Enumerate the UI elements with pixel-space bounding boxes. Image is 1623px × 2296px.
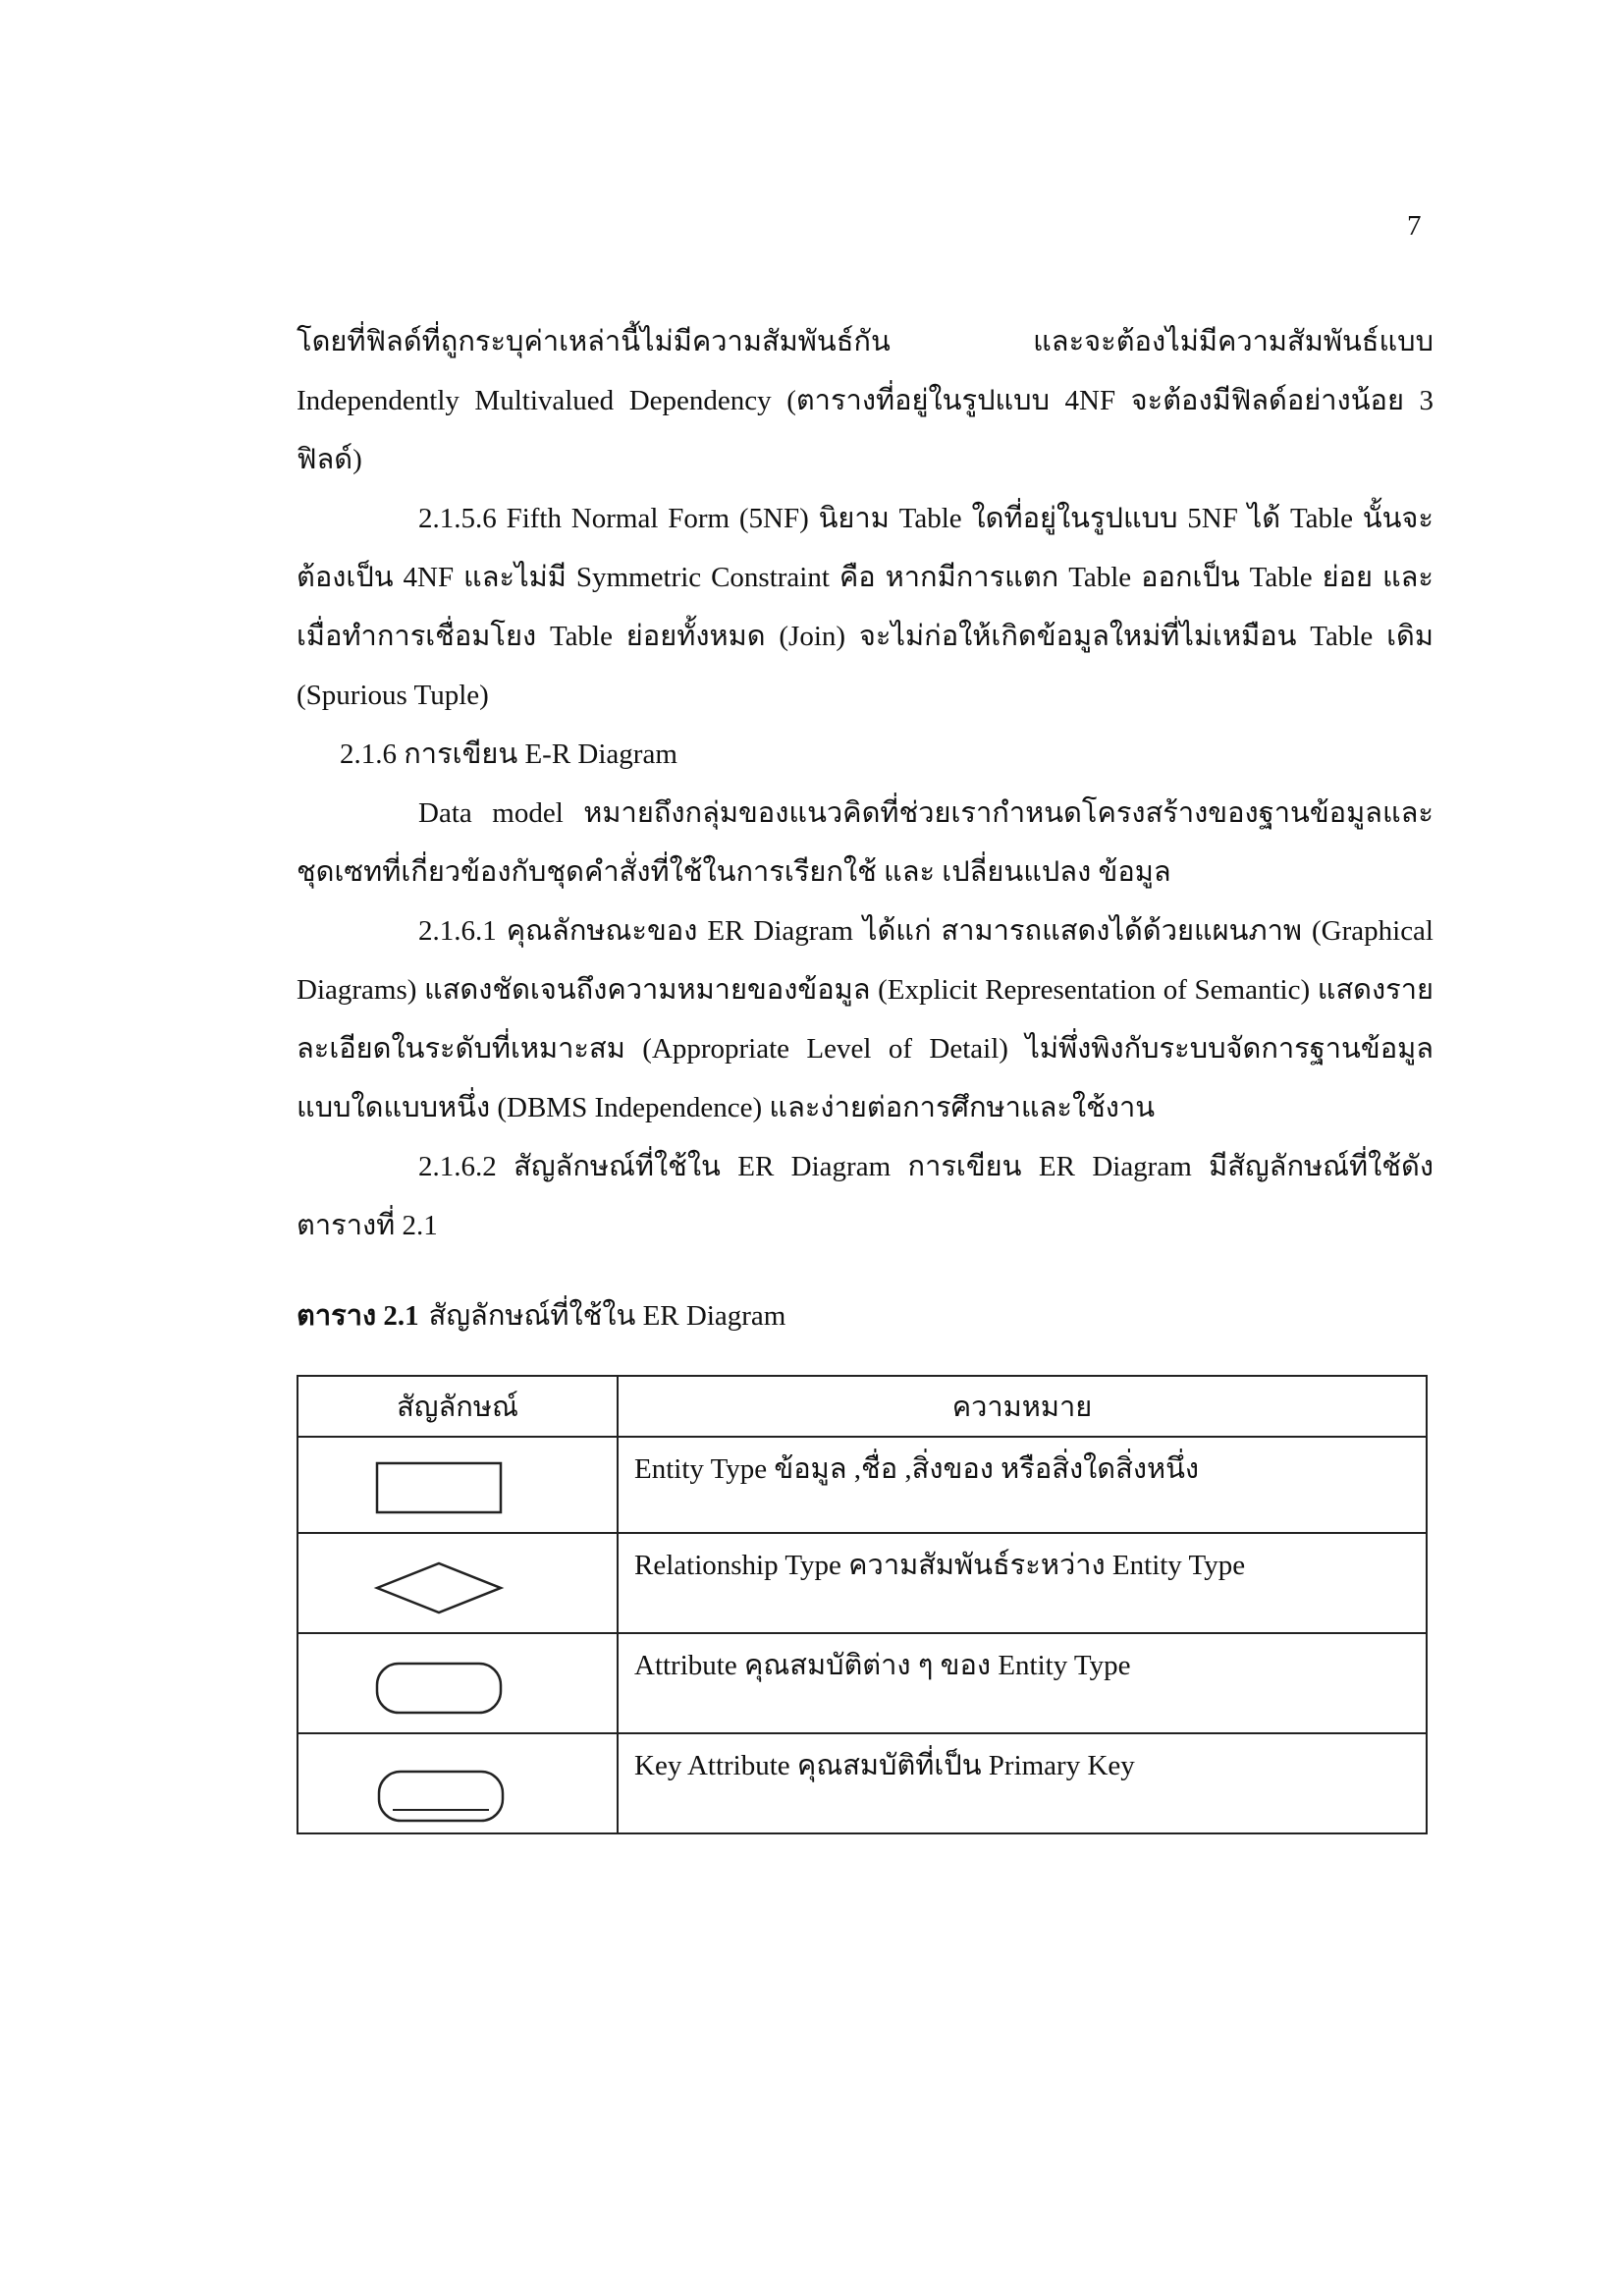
paragraph-er-characteristics: 2.1.6.1 คุณลักษณะของ ER Diagram ได้แก่ สามารถแสดงได้ด้วยแผนภาพ (Graphical Diagrams) แสดงชัดเจนถึงความหมายของข้อมูล (Explicit Representation of Semantic) แสดงรายละเอียดในระดับที่เหมาะสม (Appropriate Level of Detail) ไม่พึ่งพิงกับระบบจัดการฐานข้อมูลแบบใดแบบหนึ่ง (DBMS Independence) และง่ายต่อการศึกษาและใช้งาน [297,915,1434,1123]
symbol-cell [298,1633,618,1733]
body-text [297,312,1434,1255]
relationship-diamond-icon [298,1534,617,1632]
table-caption-text: สัญลักษณ์ที่ใช้ใน ER Diagram [428,1300,786,1332]
paragraph-data-model: Data model หมายถึงกลุ่มของแนวคิดที่ช่วยเรากำหนดโครงสร้างของฐานข้อมูลและ ชุดเซทที่เกี่ยวข้องกับชุดคำสั่งที่ใช้ในการเรียกใช้ และ เปลี่ยนแปลง ข้อมูล [297,797,1434,888]
section-heading-2-1-6: 2.1.6 การเขียน E-R Diagram [340,738,677,770]
er-symbol-table [297,1375,1428,1834]
paragraph-er-symbols: 2.1.6.2 สัญลักษณ์ที่ใช้ใน ER Diagram การเขียน ER Diagram มีสัญลักษณ์ที่ใช้ดังตารางที่ 2.1 [297,1151,1434,1241]
table-row [298,1533,1427,1633]
table-row [298,1633,1427,1733]
table-caption-label: ตาราง 2.1 [297,1300,419,1332]
meaning-cell: Entity Type ข้อมูล ,ชื่อ ,สิ่งของ หรือสิ่งใดสิ่งหนึ่ง [618,1437,1427,1533]
header-meaning: ความหมาย [618,1376,1427,1437]
entity-rectangle-icon [298,1438,617,1532]
paragraph-5nf: 2.1.5.6 Fifth Normal Form (5NF) นิยาม Table ใดที่อยู่ในรูปแบบ 5NF ได้ Table นั้นจะต้องเป็น 4NF และไม่มี Symmetric Constraint คือ หากมีการแตก Table ออกเป็น Table ย่อย และเมื่อทำการเชื่อมโยง Table ย่อยทั้งหมด (Join) จะไม่ก่อให้เกิดข้อมูลใหม่ที่ไม่เหมือน Table เดิม (Spurious Tuple) [297,503,1434,711]
header-symbol: สัญลักษณ์ [298,1376,618,1437]
symbol-cell [298,1533,618,1633]
table-header-row [298,1376,1427,1437]
meaning-cell: Attribute คุณสมบัติต่าง ๆ ของ Entity Type [618,1633,1427,1733]
symbol-cell [298,1437,618,1533]
table-row [298,1733,1427,1833]
attribute-rounded-rectangle-icon [298,1634,617,1732]
symbol-cell [298,1733,618,1833]
meaning-cell: Key Attribute คุณสมบัติที่เป็น Primary Key [618,1733,1427,1833]
meaning-cell: Relationship Type ความสัมพันธ์ระหว่าง Entity Type [618,1533,1427,1633]
page-number: 7 [1407,210,1422,242]
key-attribute-underlined-rounded-rectangle-icon [298,1734,617,1832]
table-row [298,1437,1427,1533]
table-caption [297,1296,785,1336]
paragraph-4nf-continuation: โดยที่ฟิลด์ที่ถูกระบุค่าเหล่านี้ไม่มีความสัมพันธ์กัน และจะต้องไม่มีความสัมพันธ์แบบ Independently Multivalued Dependency (ตารางที่อยู่ในรูปแบบ 4NF จะต้องมีฟิลด์อย่างน้อย 3 ฟิลด์) [297,326,1434,475]
